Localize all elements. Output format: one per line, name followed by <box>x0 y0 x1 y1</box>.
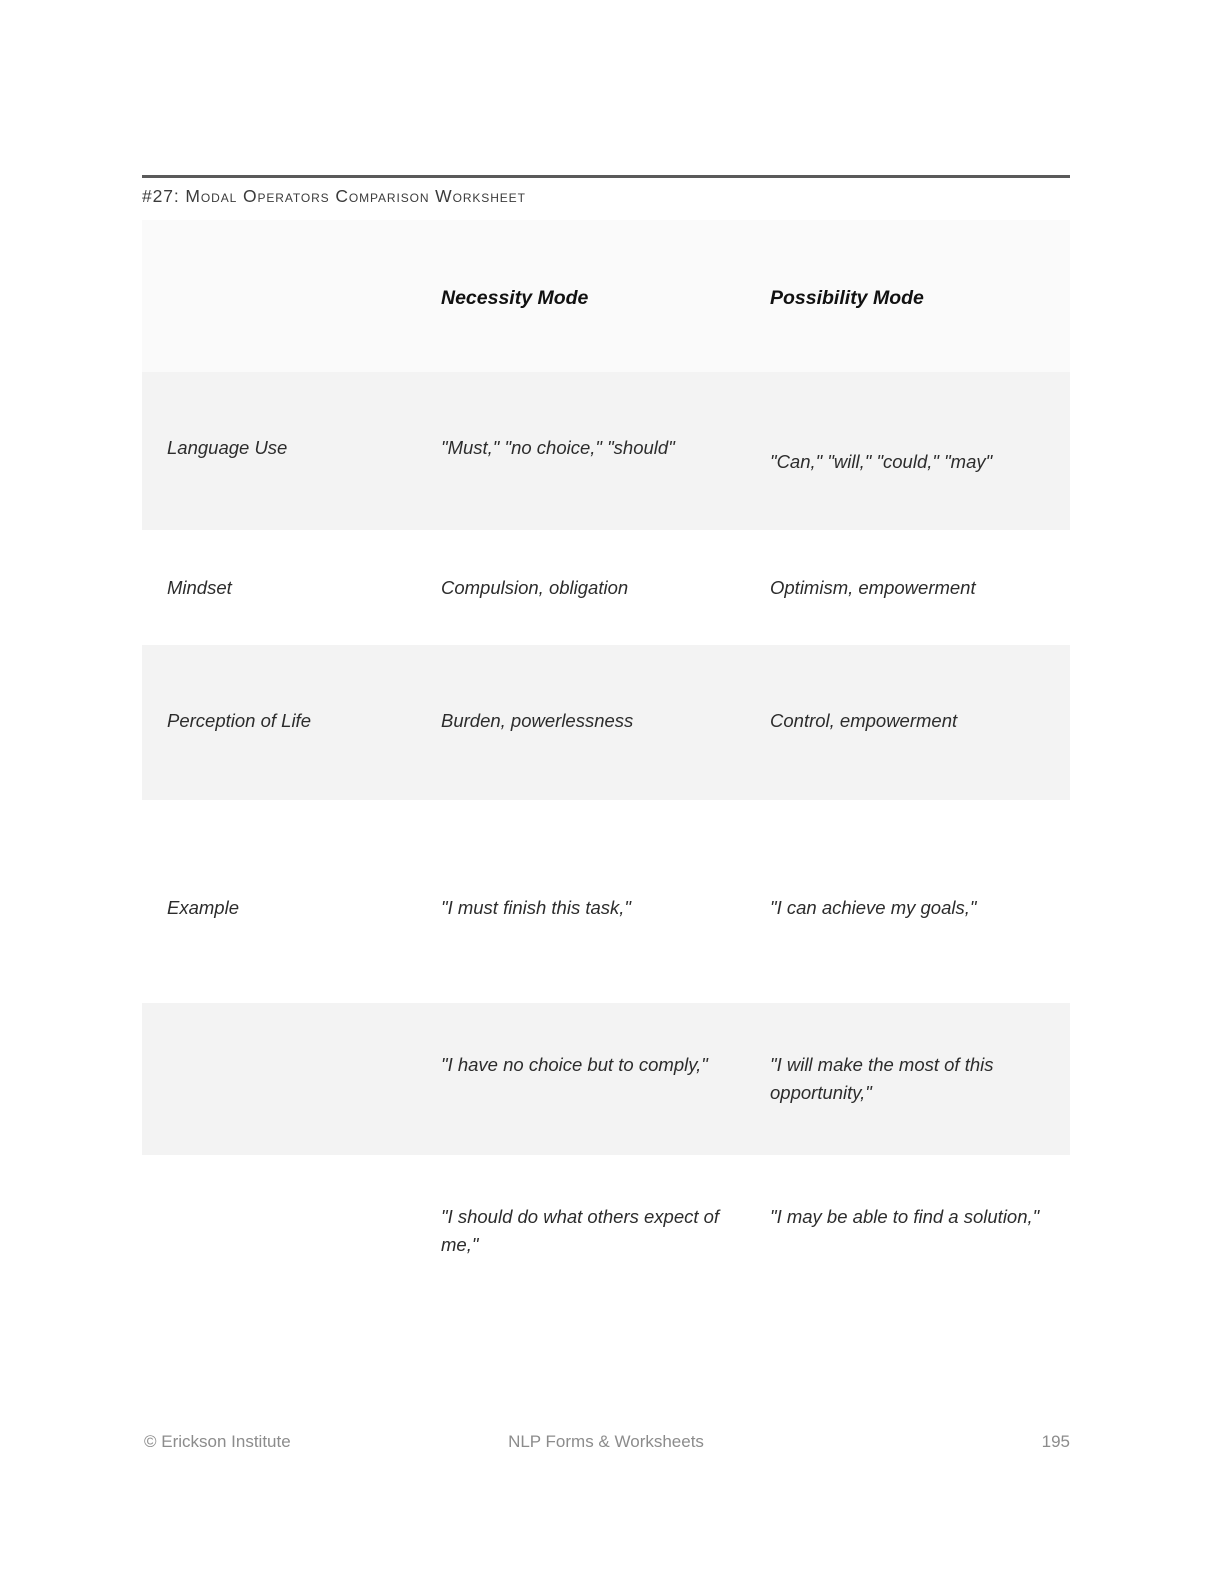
row-label-perception-of-life: Perception of Life <box>167 710 311 731</box>
row-possibility-find-solution: "I may be able to find a solution," <box>770 1206 1040 1227</box>
modal-operators-comparison-table <box>142 220 1070 1315</box>
table-row <box>142 1003 1070 1155</box>
header-cell-necessity: Necessity Mode <box>441 287 589 309</box>
header-cell-possibility: Possibility Mode <box>770 287 924 309</box>
row-possibility-perception-of-life: Control, empowerment <box>770 710 958 731</box>
row-necessity-no-choice: "I have no choice but to comply," <box>441 1054 708 1075</box>
row-necessity-perception-of-life: Burden, powerlessness <box>441 710 634 731</box>
row-possibility-example: "I can achieve my goals," <box>770 897 977 918</box>
footer-page-number: 195 <box>1041 1432 1070 1451</box>
row-necessity-example: "I must finish this task," <box>441 897 631 918</box>
row-possibility-most-of-this: "I will make the most of this opportunity," <box>770 1054 994 1104</box>
row-necessity-language-use: "Must," "no choice," "should" <box>441 437 675 458</box>
title-rule <box>142 175 1070 178</box>
row-label-example: Example <box>167 897 239 918</box>
page-title: #27: Modal Operators Comparison Worksheet <box>142 186 526 206</box>
table-row <box>142 372 1070 530</box>
table-row <box>142 800 1070 1003</box>
table-row <box>142 1155 1070 1315</box>
table-header-row <box>142 220 1070 372</box>
footer-copyright: © Erickson Institute <box>144 1432 291 1451</box>
table-row <box>142 530 1070 645</box>
row-necessity-should-do: "I should do what others expect of me," <box>441 1206 720 1256</box>
row-possibility-language-use: "Can," "will," "could," "may" <box>770 451 993 472</box>
row-label-mindset: Mindset <box>167 577 232 598</box>
row-label-language-use: Language Use <box>167 437 288 458</box>
footer-section-title: NLP Forms & Worksheets <box>508 1432 704 1451</box>
table-row <box>142 645 1070 800</box>
page-footer <box>142 1432 1070 1458</box>
row-necessity-mindset: Compulsion, obligation <box>441 577 629 598</box>
row-possibility-mindset: Optimism, empowerment <box>770 577 976 598</box>
